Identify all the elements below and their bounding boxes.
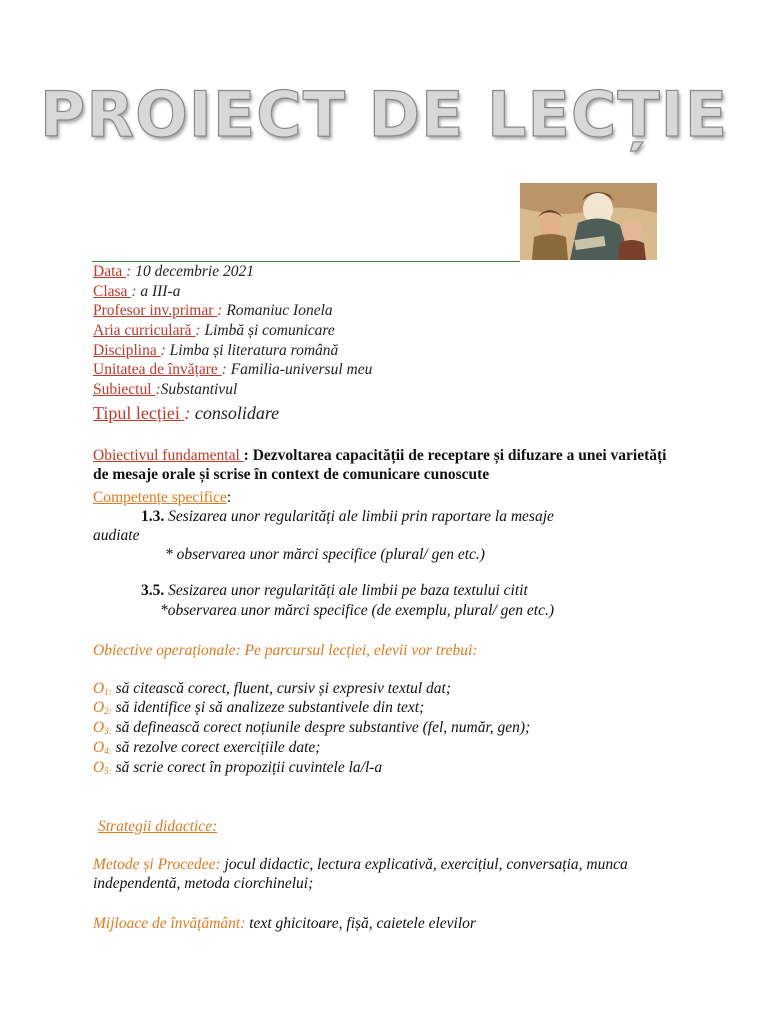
obiective-operationale-label: Obiective operaționale: Pe parcursul lecției, elevii vor trebui: <box>93 642 478 659</box>
obiectiv-text: : Dezvoltarea capacității de receptare și difuzare a unei varietăți de mesaje orale și scrise în context de comunicare cunoscute <box>93 447 667 483</box>
field-label: Profesor inv.primar <box>93 302 218 319</box>
objective-text: să identifice și să analizeze substantivele din text; <box>111 699 425 716</box>
competenta-1-sub: * observarea unor mărci specifice (plural/ gen etc.) <box>165 546 485 563</box>
obiectiv-fundamental <box>93 446 683 484</box>
objective-letter: O <box>93 699 105 716</box>
field-sep: : <box>195 322 201 339</box>
objective-number: 5: <box>104 766 112 776</box>
objective-letter: O <box>93 739 105 756</box>
field-profesor <box>93 301 333 320</box>
field-value: 10 decembrie 2021 <box>131 263 254 280</box>
metode-text: jocul didactic, lectura explicativă, exercițiul, conversația, munca independentă, metoda ciorchinelui; <box>93 856 628 892</box>
objective-number: 2: <box>104 706 112 716</box>
field-value: Familia-universul meu <box>226 361 373 378</box>
competenta-2 <box>141 581 528 600</box>
illustration-image <box>520 183 657 260</box>
field-sep: : <box>184 403 191 423</box>
field-value: Limba și literatura română <box>165 342 339 359</box>
field-value: consolidare <box>190 403 280 423</box>
field-sep: : <box>221 361 227 378</box>
competenta-1-text: Sesizarea unor regularități ale limbii prin raportare la mesaje <box>164 508 554 525</box>
competenta-2-sub: *observarea unor mărci specifice (de exemplu, plural/ gen etc.) <box>160 602 554 619</box>
field-value: Romaniuc Ionela <box>222 302 333 319</box>
objective-text: să definească corect noțiunile despre substantive (fel, număr, gen); <box>111 719 531 736</box>
competente-heading <box>93 488 231 507</box>
field-sep: : <box>217 302 223 319</box>
field-sep: : <box>126 263 132 280</box>
mijloace-text: text ghicitoare, fișă, caietele elevilor <box>245 915 476 932</box>
objective-letter: O <box>93 719 105 736</box>
objective-number: 1: <box>104 687 112 697</box>
field-clasa <box>93 282 180 301</box>
objective-item <box>93 758 382 781</box>
field-value: a III-a <box>136 283 181 300</box>
field-subiectul <box>93 380 237 399</box>
field-label: Unitatea de învățare <box>93 361 222 378</box>
field-tipul <box>93 402 279 424</box>
competenta-2-num: 3.5. <box>141 582 165 599</box>
objective-number: 4: <box>104 746 112 756</box>
competente-sep: : <box>226 489 232 506</box>
field-value: Limbă și comunicare <box>200 322 335 339</box>
field-value: Substantivul <box>160 381 238 398</box>
objective-text: să rezolve corect exercițiile date; <box>111 739 321 756</box>
field-label: Clasa <box>93 283 132 300</box>
competenta-1-num: 1.3. <box>141 508 165 525</box>
objective-text: să scrie corect în propoziții cuvintele la/l-a <box>111 759 383 776</box>
metode-procedee <box>93 855 683 893</box>
objective-letter: O <box>93 759 105 776</box>
field-label: Data <box>93 263 127 280</box>
illustration-art <box>520 183 657 260</box>
field-data <box>93 262 254 281</box>
field-unitatea <box>93 360 372 379</box>
field-disciplina <box>93 341 338 360</box>
field-label: Disciplina <box>93 342 161 359</box>
document-title: PROIECT DE LECȚIE <box>39 78 729 151</box>
objective-number: 3: <box>104 726 112 736</box>
field-sep: : <box>155 381 161 398</box>
objective-text: să citească corect, fluent, cursiv și expresiv textul dat; <box>111 680 452 697</box>
field-aria <box>93 321 335 340</box>
metode-label: Metode și Procedee: <box>93 856 221 873</box>
mijloace-label: Mijloace de învățământ: <box>93 915 246 932</box>
competente-label: Competențe specifice <box>93 489 227 506</box>
strategii-heading: Strategii didactice: <box>98 818 218 835</box>
field-label: Tipul lecției <box>93 403 185 423</box>
competenta-2-text: Sesizarea unor regularități ale limbii pe baza textului citit <box>164 582 528 599</box>
objective-letter: O <box>93 680 105 697</box>
field-label: Aria curriculară <box>93 322 196 339</box>
field-label: Subiectul <box>93 381 156 398</box>
mijloace-invatamant <box>93 914 476 933</box>
competenta-1-cont: audiate <box>93 527 140 544</box>
field-sep: : <box>131 283 137 300</box>
obiectiv-label: Obiectivul fundamental <box>93 447 244 464</box>
field-sep: : <box>160 342 166 359</box>
competenta-1 <box>141 507 554 526</box>
